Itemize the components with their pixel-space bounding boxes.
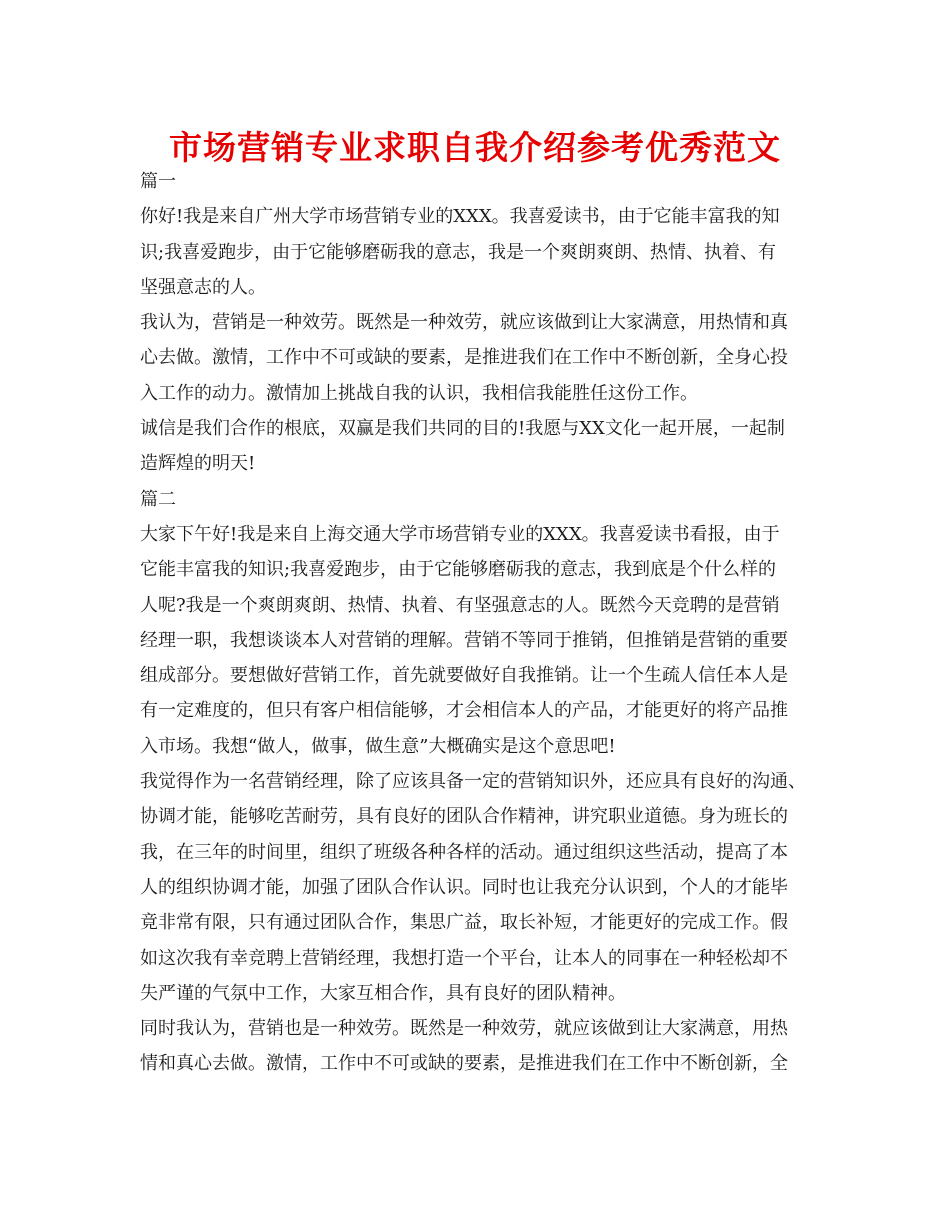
text-line: 入市场。我想“做人，做事，做生意”大概确实是这个意思吧! xyxy=(140,735,616,757)
text-line: 协调才能，能够吃苦耐劳，具有良好的团队合作精神，讲究职业道德。身为班长的 xyxy=(140,806,788,828)
text-line: 人呢?我是一个爽朗爽朗、热情、执着、有坚强意志的人。既然今天竞聘的是营销 xyxy=(140,594,780,616)
text-line: 我，在三年的时间里，组织了班级各种各样的活动。通过组织这些活动，提高了本 xyxy=(140,841,788,863)
text-line: 失严谨的气氛中工作，大家互相合作，具有良好的团队精神。 xyxy=(140,982,626,1004)
text-line: 大家下午好!我是来自上海交通大学市场营销专业的XXX。我喜爱读书看报，由于 xyxy=(140,523,780,545)
text-line: 心去做。激情，工作中不可或缺的要素，是推进我们在工作中不断创新，全身心投 xyxy=(140,347,788,369)
text-line: 竟非常有限，只有通过团队合作，集思广益，取长补短，才能更好的完成工作。假 xyxy=(140,912,788,934)
text-line: 如这次我有幸竞聘上营销经理，我想打造一个平台，让本人的同事在一种轻松却不 xyxy=(140,947,788,969)
text-line: 有一定难度的，但只有客户相信能够，才会相信本人的产品，才能更好的将产品推 xyxy=(140,700,788,722)
text-line: 我认为，营销是一种效劳。既然是一种效劳，就应该做到让大家满意，用热情和真 xyxy=(140,312,788,334)
document-title: 市场营销专业求职自我介绍参考优秀范文 xyxy=(169,128,781,167)
text-line: 组成部分。要想做好营销工作，首先就要做好自我推销。让一个生疏人信任本人是 xyxy=(140,665,788,687)
text-line: 经理一职，我想谈谈本人对营销的理解。营销不等同于推销，但推销是营销的重要 xyxy=(140,629,788,651)
text-line: 入工作的动力。激情加上挑战自我的认识，我相信我能胜任这份工作。 xyxy=(140,382,698,404)
text-line: 坚强意志的人。 xyxy=(140,276,266,298)
text-line: 篇二 xyxy=(140,488,176,510)
document-body xyxy=(140,164,820,1082)
text-line: 你好!我是来自广州大学市场营销专业的XXX。我喜爱读书，由于它能丰富我的知 xyxy=(140,206,780,228)
text-line: 同时我认为，营销也是一种效劳。既然是一种效劳，就应该做到让大家满意，用热 xyxy=(140,1018,788,1040)
text-line: 诚信是我们合作的根底，双赢是我们共同的目的!我愿与XX文化一起开展，一起制 xyxy=(140,418,785,440)
text-line: 情和真心去做。激情，工作中不可或缺的要素，是推进我们在工作中不断创新，全 xyxy=(140,1053,788,1075)
text-line: 造辉煌的明天! xyxy=(140,453,256,475)
text-line: 识;我喜爱跑步，由于它能够磨砺我的意志，我是一个爽朗爽朗、热情、执着、有 xyxy=(140,241,777,263)
text-line: 人的组织协调才能，加强了团队合作认识。同时也让我充分认识到，个人的才能毕 xyxy=(140,876,788,898)
text-line: 我觉得作为一名营销经理，除了应该具备一定的营销知识外，还应具有良好的沟通、 xyxy=(140,771,806,793)
text-line: 它能丰富我的知识;我喜爱跑步，由于它能够磨砺我的意志，我到底是个什么样的 xyxy=(140,559,777,581)
text-line: 篇一 xyxy=(140,171,176,192)
